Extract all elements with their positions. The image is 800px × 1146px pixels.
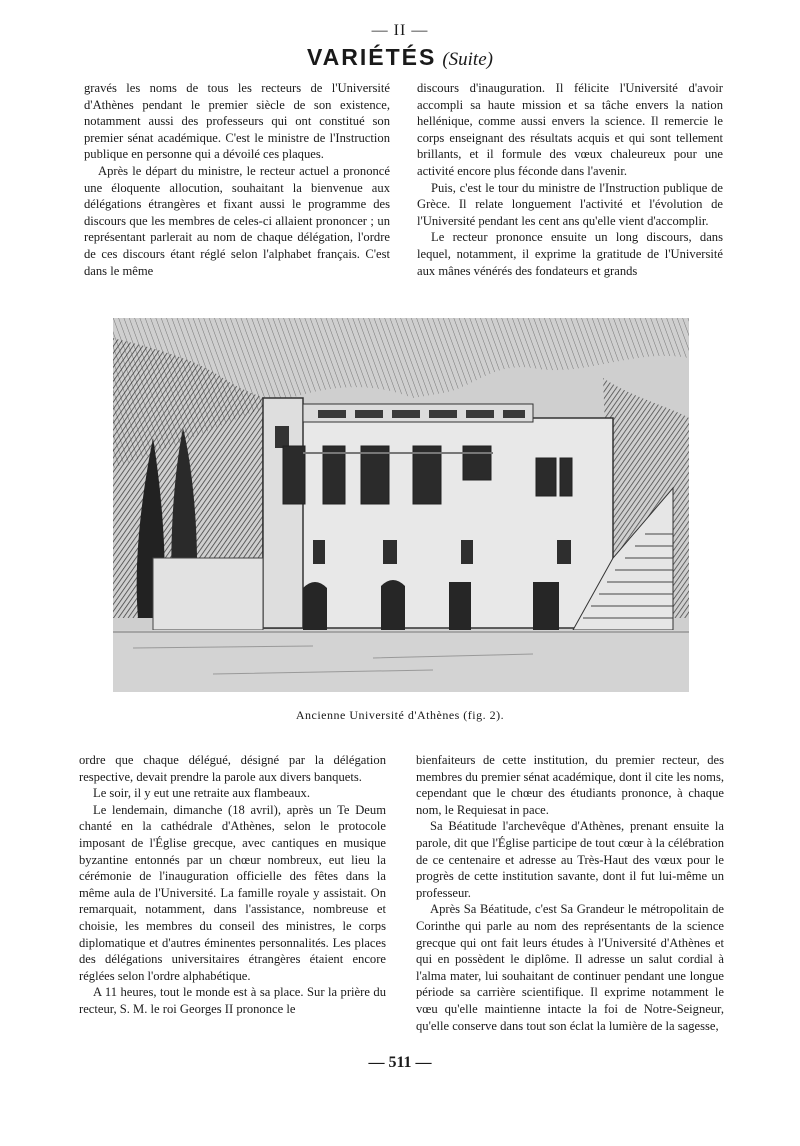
page-number (0, 1054, 800, 1072)
paragraph: ordre que chaque délégué, désigné par la délégation respective, devait prendre la parole aux divers banquets. (79, 753, 386, 784)
building-illustration (113, 318, 689, 692)
section-suite: (Suite) (442, 49, 493, 70)
column-bottom-right (416, 752, 724, 1034)
paragraph: Après le départ du ministre, le recteur actuel a prononcé une éloquente allocution, souhaitant la bienvenue aux délégations étrangères et fixant aussi le programme des discours que les membres de celes-ci allaient prononcer ; un représentant parlerait au nom de chaque délégation, l'ordre de ces discours étant réglé selon l'alphabet français. C'est dans le même (84, 163, 390, 278)
column-top-left (84, 80, 390, 279)
figure-old-university-athens (113, 318, 689, 692)
paragraph: Puis, c'est le tour du ministre de l'Instruction publique de Grèce. Il relate longuement l'activité et l'évolution de l'Université pendant les cent ans qu'elle vient d'accomplir. (417, 180, 723, 228)
section-title: VARIÉTÉS (307, 44, 437, 70)
paragraph: bienfaiteurs de cette institution, du premier recteur, des membres du premier sénat académique, dont il cite les noms, cependant que le chœur des étudiants prononce, à chaque nom, le Requiesat in pace. (416, 753, 724, 817)
running-page-roman: — II — (371, 22, 429, 39)
column-top-right (417, 80, 723, 279)
figure-caption: Ancienne Université d'Athènes (fig. 2). (295, 708, 505, 722)
section-header (0, 44, 800, 71)
paragraph: Sa Béatitude l'archevêque d'Athènes, prenant ensuite la parole, dit que l'Église participe de tout cœur à la célébration de ce centenaire et adresse au Très-Haut des vœux pour le progrès de cette institution savante, dont il fut lui-même un professeur. (416, 819, 724, 900)
column-bottom-left (79, 752, 386, 1018)
paragraph: Le recteur prononce ensuite un long discours, dans lequel, notamment, il exprime la gratitude de l'Université aux mânes vénérés des fondateurs et grands (417, 230, 723, 278)
paragraph: A 11 heures, tout le monde est à sa place. Sur la prière du recteur, S. M. le roi Georges II prononce le (79, 985, 386, 1016)
paragraph: gravés les noms de tous les recteurs de l'Université d'Athènes pendant le premier siècle de son existence, notamment aussi des professeurs qui ont constitué son premier sénat académique. C'est le ministre de l'Instruction publique en personne qui a dévoilé ces plaques. (84, 81, 390, 162)
paragraph: Après Sa Béatitude, c'est Sa Grandeur le métropolitain de Corinthe qui parle au nom des représentants de la science grecque qui ont fait leurs études à l'Université d'Athènes et qui en possèdent le diplôme. Il adresse un salut cordial à l'alma mater, lui souhaitant de continuer pendant une longue période sa carrière scientifique. Il exprime notamment le vœu qu'elle maintienne intacte la foi de Notre-Seigneur, qu'elle conserve dans tout son éclat la lumière de la sagesse, (416, 902, 724, 1033)
paragraph: Le lendemain, dimanche (18 avril), après un Te Deum chanté en la cathédrale d'Athènes, selon le protocole imposant de l'Église grecque, avec cantiques en musique byzantine entonnés par un chœur nombreux, eut lieu la cérémonie de l'inauguration officielle des fêtes dans la même aula de l'Université. La famille royale y assistait. On remarquait, notamment, dans l'assistance, nombreuse et choisie, les membres du conseil des ministres, le corps diplomatique et d'autres éminentes personnalités. Les places des délégations universitaires étrangères étaient encore réglées selon l'ordre alphabétique. (79, 802, 386, 983)
paragraph: Le soir, il y eut une retraite aux flambeaux. (93, 786, 311, 801)
paragraph: discours d'inauguration. Il félicite l'Université d'avoir accompli sa haute mission et sa tâche envers la nation hellénique, comme aussi envers la science. Il remercie le corps enseignant des résultats acquis et qui sont tellement brillants, et il formule des vœux chaleureux pour une activité encore plus féconde dans l'avenir. (417, 81, 723, 178)
page-number-value: — 511 — (368, 1054, 432, 1071)
